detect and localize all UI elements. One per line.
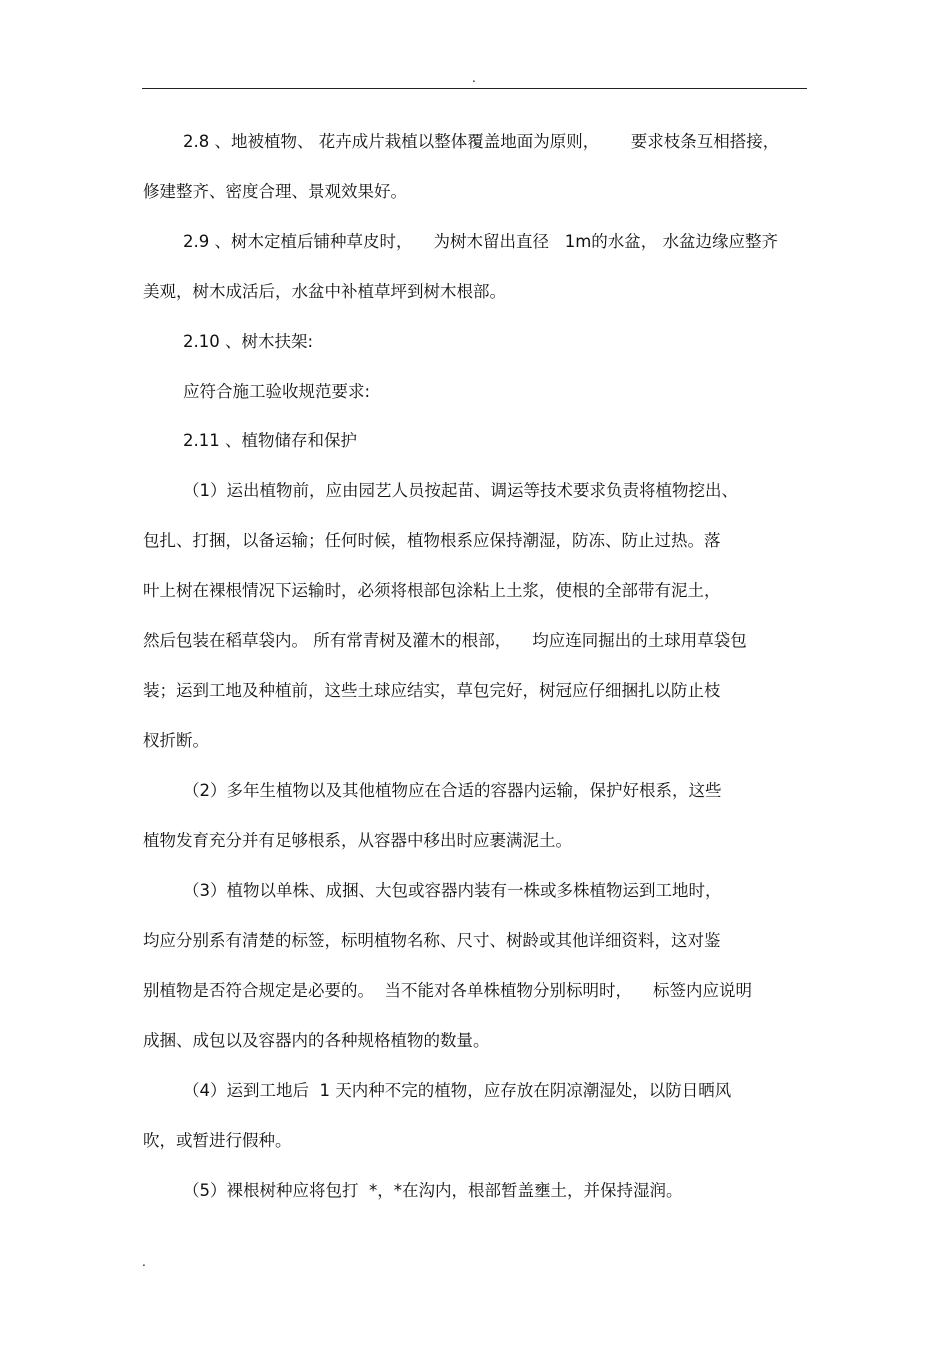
text-line: 别植物是否符合规定是必要的。 当不能对各单株植物分别标明时， 标签内应说明 — [143, 981, 752, 1000]
text-line: 应符合施工验收规范要求: — [183, 382, 371, 401]
header-dot: . — [472, 71, 476, 85]
text-line: 修建整齐、密度合理、景观效果好。 — [143, 182, 407, 201]
text-line: 植物发育充分并有足够根系，从容器中移出时应裹满泥土。 — [143, 831, 572, 850]
text-line: （4）运到工地后 1 天内种不完的植物，应存放在阴凉潮湿处，以防日晒风 — [183, 1081, 732, 1100]
text-line: 2.9 、树木定植后铺种草皮时， 为树木留出直径 1m的水盆， 水盆边缘应整齐 — [183, 232, 779, 251]
text-line: 均应分别系有清楚的标签，标明植物名称、尺寸、树龄或其他详细资料，这对鉴 — [143, 931, 721, 950]
text-line: （5）裸根树种应将包打 *，*在沟内，根部暂盖壅土，并保持湿润。 — [183, 1181, 683, 1200]
text-line: 2.11 、植物储存和保护 — [183, 431, 357, 450]
text-line: 吹，或暂进行假种。 — [143, 1131, 292, 1150]
text-line: 2.8 、地被植物、 花卉成片栽植以整体覆盖地面为原则， 要求枝条互相搭接， — [183, 132, 780, 151]
text-line: 装；运到工地及种植前，这些土球应结实，草包完好，树冠应仔细捆扎以防止枝 — [143, 681, 721, 700]
text-line: 美观，树木成活后，水盆中补植草坪到树木根部。 — [143, 282, 506, 301]
text-line: 杈折断。 — [143, 731, 209, 750]
footer-dot: . — [142, 1255, 146, 1269]
text-line: 2.10 、树木扶架: — [183, 332, 314, 351]
text-line: （2）多年生植物以及其他植物应在合适的容器内运输，保护好根系，这些 — [183, 781, 722, 800]
text-line: 成捆、成包以及容器内的各种规格植物的数量。 — [143, 1031, 490, 1050]
text-line: 然后包装在稻草袋内。 所有常青树及灌木的根部， 均应连同掘出的土球用草袋包 — [143, 631, 747, 650]
header-rule — [142, 88, 807, 89]
text-line: 叶上树在裸根情况下运输时，必须将根部包涂粘上土浆，使根的全部带有泥土， — [143, 581, 721, 600]
text-line: （3）植物以单株、成捆、大包或容器内装有一株或多株植物运到工地时， — [183, 881, 722, 900]
text-line: （1）运出植物前，应由园艺人员按起苗、调运等技术要求负责将植物挖出、 — [183, 481, 738, 500]
text-line: 包扎、打捆，以备运输；任何时候，植物根系应保持潮湿，防冻、防止过热。落 — [143, 531, 721, 550]
